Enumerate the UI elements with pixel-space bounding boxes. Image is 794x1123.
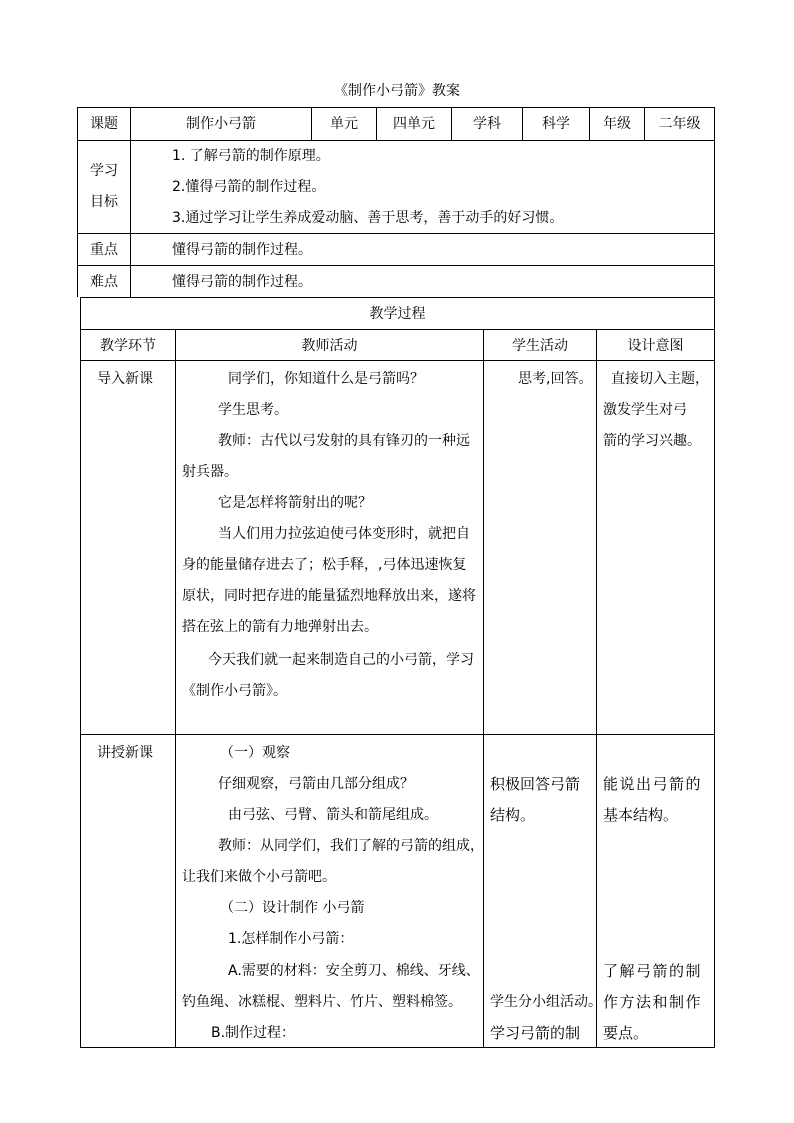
topic-label: 课题: [90, 116, 118, 132]
student-line: 结构。: [490, 806, 536, 824]
teacher-line: 当人们用力拉弦迫使弓体变形时，就把自: [218, 526, 470, 542]
column-header-student: 学生活动: [512, 338, 568, 354]
intent-line: 基本结构。: [603, 806, 679, 824]
topic-value: 制作小弓箭: [186, 116, 256, 132]
teacher-line: 身的能量储存进去了；松手释，,弓体迅速恢复: [182, 557, 467, 573]
teacher-line: B.制作过程：: [211, 1025, 296, 1041]
document-title: 《制作小弓箭》教案: [334, 83, 460, 99]
process-title: 教学过程: [369, 306, 426, 322]
student-activity-intro: 思考,回答。: [518, 371, 593, 387]
teacher-line: 学生思考。: [218, 402, 288, 418]
teacher-line: 搭在弦上的箭有力地弹射出去。: [182, 619, 378, 635]
teacher-line: 同学们，你知道什么是弓箭吗？: [228, 371, 424, 387]
intent-line: 了解弓箭的制: [603, 962, 703, 980]
unit-label: 单元: [330, 116, 358, 132]
teacher-line: 1.怎样制作小弓箭：: [228, 931, 354, 947]
objectives-label-1: 学习: [90, 163, 118, 179]
teacher-line: 今天我们就一起来制造自己的小弓箭，学习: [208, 652, 474, 668]
column-header-intent: 设计意图: [627, 338, 684, 354]
student-line: 学习弓箭的制: [490, 1024, 581, 1042]
key-point-value: 懂得弓箭的制作过程。: [172, 242, 312, 258]
teacher-line: 教师：从同学们，我们了解的弓箭的组成，: [218, 838, 484, 854]
teacher-line: 钓鱼绳、冰糕棍、塑料片、竹片、塑料棉签。: [182, 994, 462, 1010]
column-header-stage: 教学环节: [100, 338, 156, 354]
teacher-line: 让我们来做个小弓箭吧。: [182, 869, 336, 885]
teacher-line: （一）观察: [220, 745, 290, 761]
grade-label: 年级: [603, 116, 631, 132]
teacher-line: 射兵器。: [182, 464, 238, 480]
objective-item: 1. 了解弓箭的制作原理。: [172, 148, 330, 164]
intent-line: 要点。: [603, 1024, 649, 1042]
teacher-line: 教师：古代以弓发射的具有锋刃的一种远: [218, 433, 470, 449]
teacher-line: （二）设计制作 小弓箭: [220, 900, 365, 916]
intent-line: 能说出弓箭的: [603, 775, 703, 793]
stage-lecture: 讲授新课: [97, 745, 153, 761]
teacher-line: 《制作小弓箭》。: [182, 683, 287, 699]
teacher-line: 由弓弦、弓臂、箭头和箭尾组成。: [228, 807, 438, 823]
objective-item: 3.通过学习让学生养成爱动脑、善于思考，善于动手的好习惯。: [172, 210, 564, 226]
difficulty-label: 难点: [90, 274, 118, 290]
key-point-label: 重点: [90, 242, 118, 258]
intent-line: 箭的学习兴趣。: [603, 433, 701, 449]
objectives-label-2: 目标: [90, 194, 118, 210]
intent-line: 激发学生对弓: [603, 402, 687, 418]
grade-value: 二年级: [658, 116, 701, 132]
column-header-teacher: 教师活动: [301, 338, 358, 354]
unit-value: 四单元: [393, 116, 435, 132]
stage-intro: 导入新课: [97, 371, 153, 387]
subject-value: 科学: [542, 116, 570, 132]
intent-line: 作方法和制作: [603, 993, 703, 1011]
intent-line: 直接切入主题，: [611, 371, 709, 387]
subject-label: 学科: [473, 116, 501, 132]
teacher-line: 它是怎样将箭射出的呢？: [218, 495, 372, 511]
teacher-line: A.需要的材料：安全剪刀、棉线、牙线、: [228, 963, 480, 979]
teacher-line: 仔细观察，弓箭由几部分组成？: [218, 776, 414, 792]
student-line: 积极回答弓箭: [490, 775, 581, 793]
objective-item: 2.懂得弓箭的制作过程。: [172, 179, 326, 195]
difficulty-value: 懂得弓箭的制作过程。: [172, 274, 312, 290]
student-line: 学生分小组活动。: [490, 994, 602, 1010]
teacher-line: 原状，同时把存进的能量猛烈地释放出来，遂将: [182, 588, 476, 604]
